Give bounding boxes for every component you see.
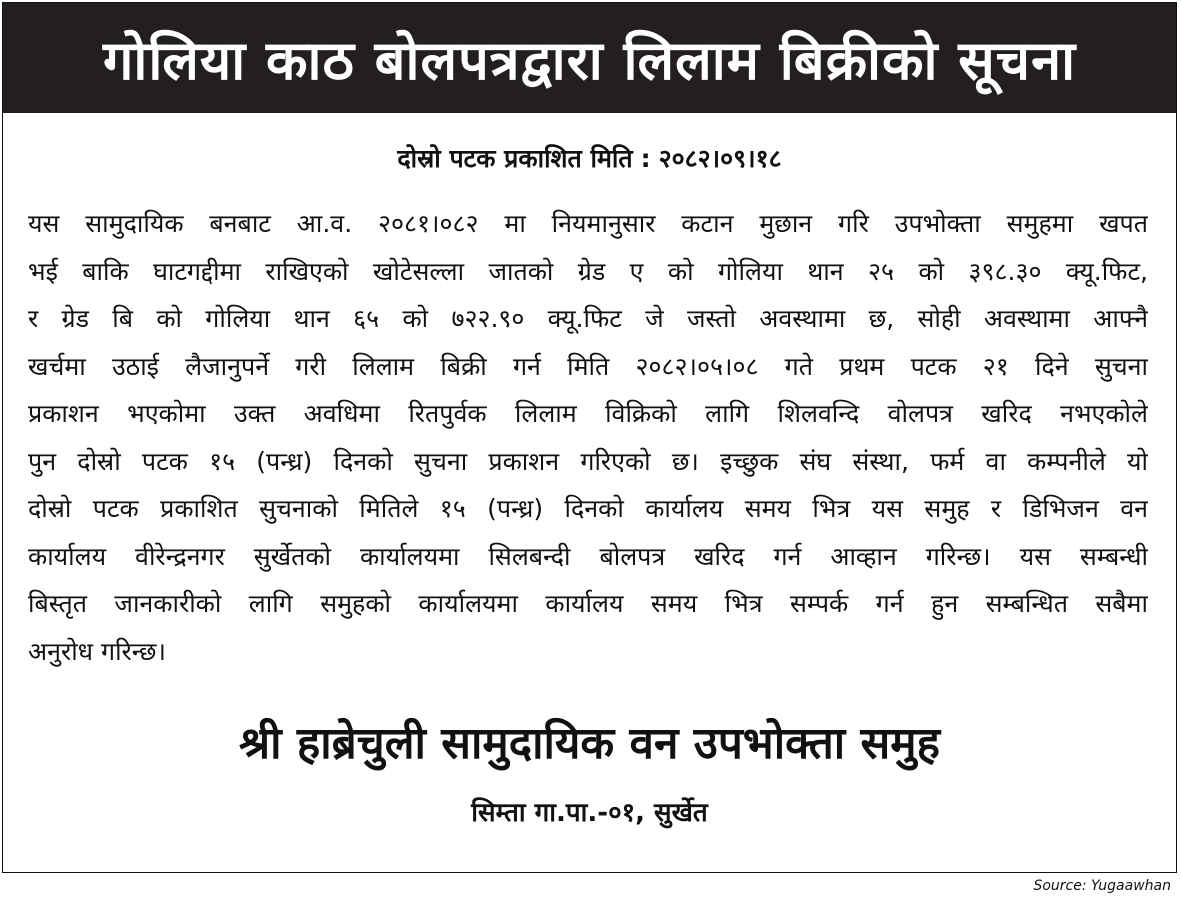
organization-address: सिम्ता गा.पा.-०१, सुर्खेत bbox=[471, 798, 708, 828]
body-line: बिस्तृत जानकारीको लागि समुहको कार्यालयमा कार्यालय समय भित्र सम्पर्क गर्न हुन सम्बन्धित सबैमा bbox=[28, 589, 1148, 618]
body-line: कार्यालय वीरेन्द्रनगर सुर्खेतको कार्यालयमा सिलबन्दी बोलपत्र खरिद गर्न आव्हान गरिन्छ। यस सम्बन्धी bbox=[28, 541, 1148, 571]
publication-date-value: २०८२।०९।१८ bbox=[658, 144, 782, 173]
body-line: अनुरोध गरिन्छ। bbox=[28, 636, 166, 666]
body-line: प्रकाशन भएकोमा उक्त अवधिमा रितपुर्वक लिलाम विक्रिको लागि शिलवन्दि वोलपत्र खरिद नभएकोले bbox=[28, 399, 1148, 428]
notice-body bbox=[28, 200, 1148, 675]
publication-date-line bbox=[3, 141, 1176, 175]
body-line: र ग्रेड बि को गोलिया थान ६५ को ७२२.९० क्यू.फिट जे जस्तो अवस्थामा छ, सोही अवस्थामा आफ्नै bbox=[28, 304, 1148, 333]
source-credit: Source: Yugaawhan bbox=[1033, 878, 1171, 894]
organization-signature: श्री हाब्रेचुली सामुदायिक वन उपभोक्ता समुह bbox=[239, 718, 940, 769]
publication-date-separator: : bbox=[640, 144, 651, 173]
body-line: दोस्रो पटक प्रकाशित सुचनाको मितिले १५ (पन्ध्र) दिनको कार्यालय समय भित्र यस समुह र डिभिजन वन bbox=[28, 494, 1148, 523]
notice-box bbox=[2, 2, 1177, 873]
title-bar bbox=[3, 3, 1176, 113]
body-line: खर्चमा उठाई लैजानुपर्ने गरी लिलाम बिक्री गर्न मिति २०८२।०५।०८ गते प्रथम पटक २१ दिने सुचना bbox=[28, 351, 1148, 381]
publication-date-label: दोस्रो पटक प्रकाशित मिति bbox=[397, 144, 633, 173]
body-line: यस सामुदायिक बनबाट आ.व. २०८१।०८२ मा नियमानुसार कटान मुछान गरि उपभोक्ता समुहमा खपत bbox=[28, 209, 1148, 238]
body-line: पुन दोस्रो पटक १५ (पन्ध्र) दिनको सुचना प्रकाशन गरिएको छ। इच्छुक संघ संस्था, फर्म वा कम्पनीले यो bbox=[28, 446, 1148, 476]
body-line: भई बाकि घाटगद्दीमा राखिएको खोटेसल्ला जातको ग्रेड ए को गोलिया थान २५ को ३९८.३० क्यू.फिट, bbox=[28, 256, 1148, 286]
notice-title: गोलिया काठ बोलपत्रद्वारा लिलाम बिक्रीको सूचना bbox=[102, 29, 1077, 92]
